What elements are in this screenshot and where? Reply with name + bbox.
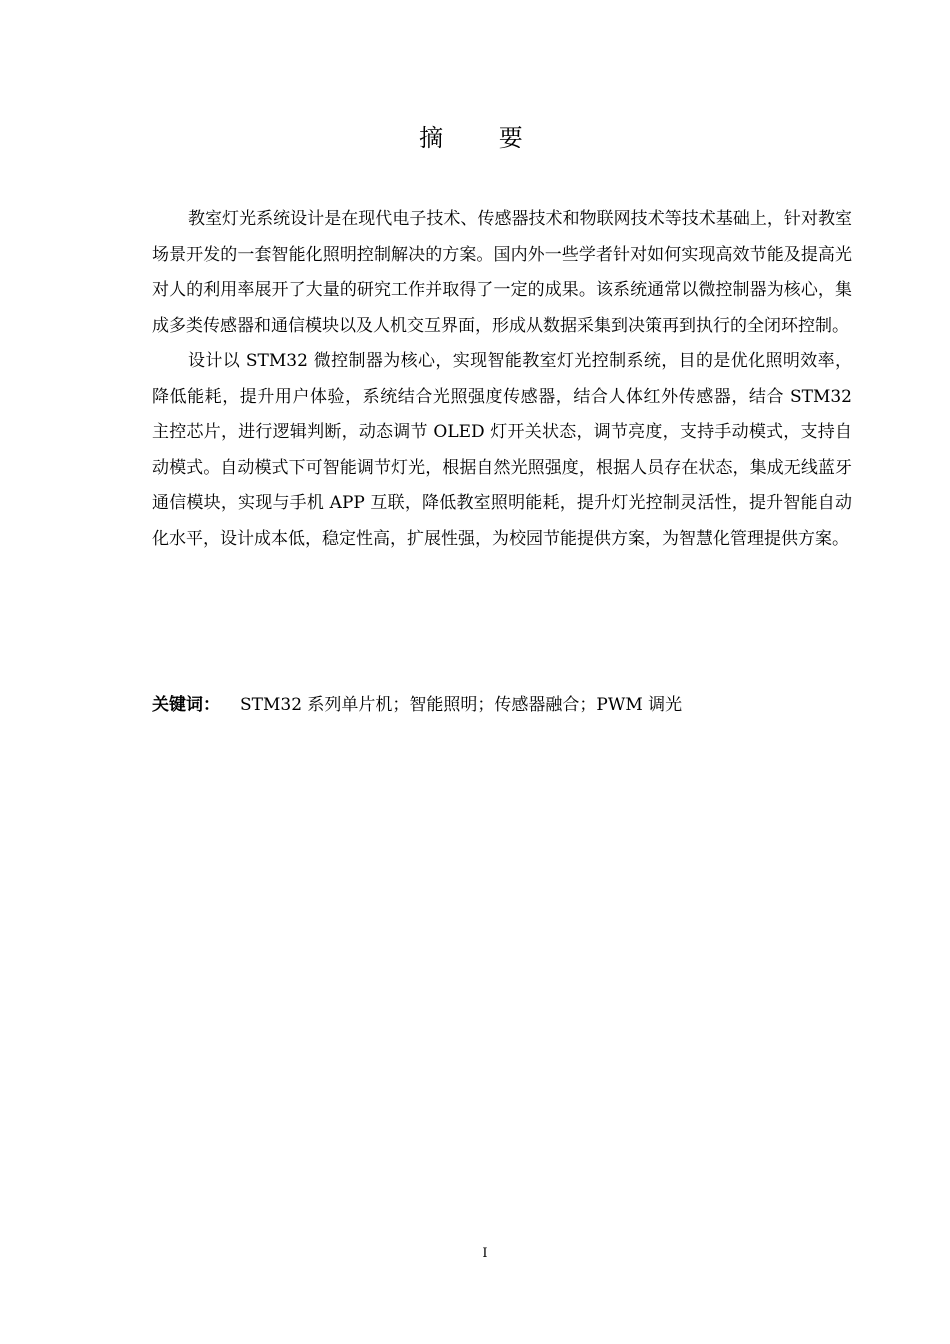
page-title: 摘 要 [419,124,547,152]
keywords-line [152,690,852,720]
abstract-paragraph-2: 设计以 STM32 微控制器为核心，实现智能教室灯光控制系统，目的是优化照明效率，降低能耗，提升用户体验，系统结合光照强度传感器，结合人体红外传感器，结合 STM32 主控芯片，进行逻辑判断，动态调节 OLED 灯开关状态，调节亮度，支持手动模式，支持自动模式。自动模式下可智能调节灯光，根据自然光照强度，根据人员存在状态，集成无线蓝牙通信模块，实现与手机 APP 互联，降低教室照明能耗，提升灯光控制灵活性，提升智能自动化水平，设计成本低，稳定性高，扩展性强，为校园节能提供方案，为智慧化管理提供方案。 [152,351,852,549]
keywords-label: 关键词： [152,695,220,715]
abstract-body [152,202,852,557]
abstract-paragraph-1: 教室灯光系统设计是在现代电子技术、传感器技术和物联网技术等技术基础上，针对教室场景开发的一套智能化照明控制解决的方案。国内外一些学者针对如何实现高效节能及提高光对人的利用率展开了大量的研究工作并取得了一定的成果。该系统通常以微控制器为核心，集成多类传感器和通信模块以及人机交互界面，形成从数据采集到决策再到执行的全闭环控制。 [152,209,852,336]
keywords-text: STM32 系列单片机；智能照明；传感器融合；PWM 调光 [240,695,683,715]
page-number: I [482,1246,488,1261]
